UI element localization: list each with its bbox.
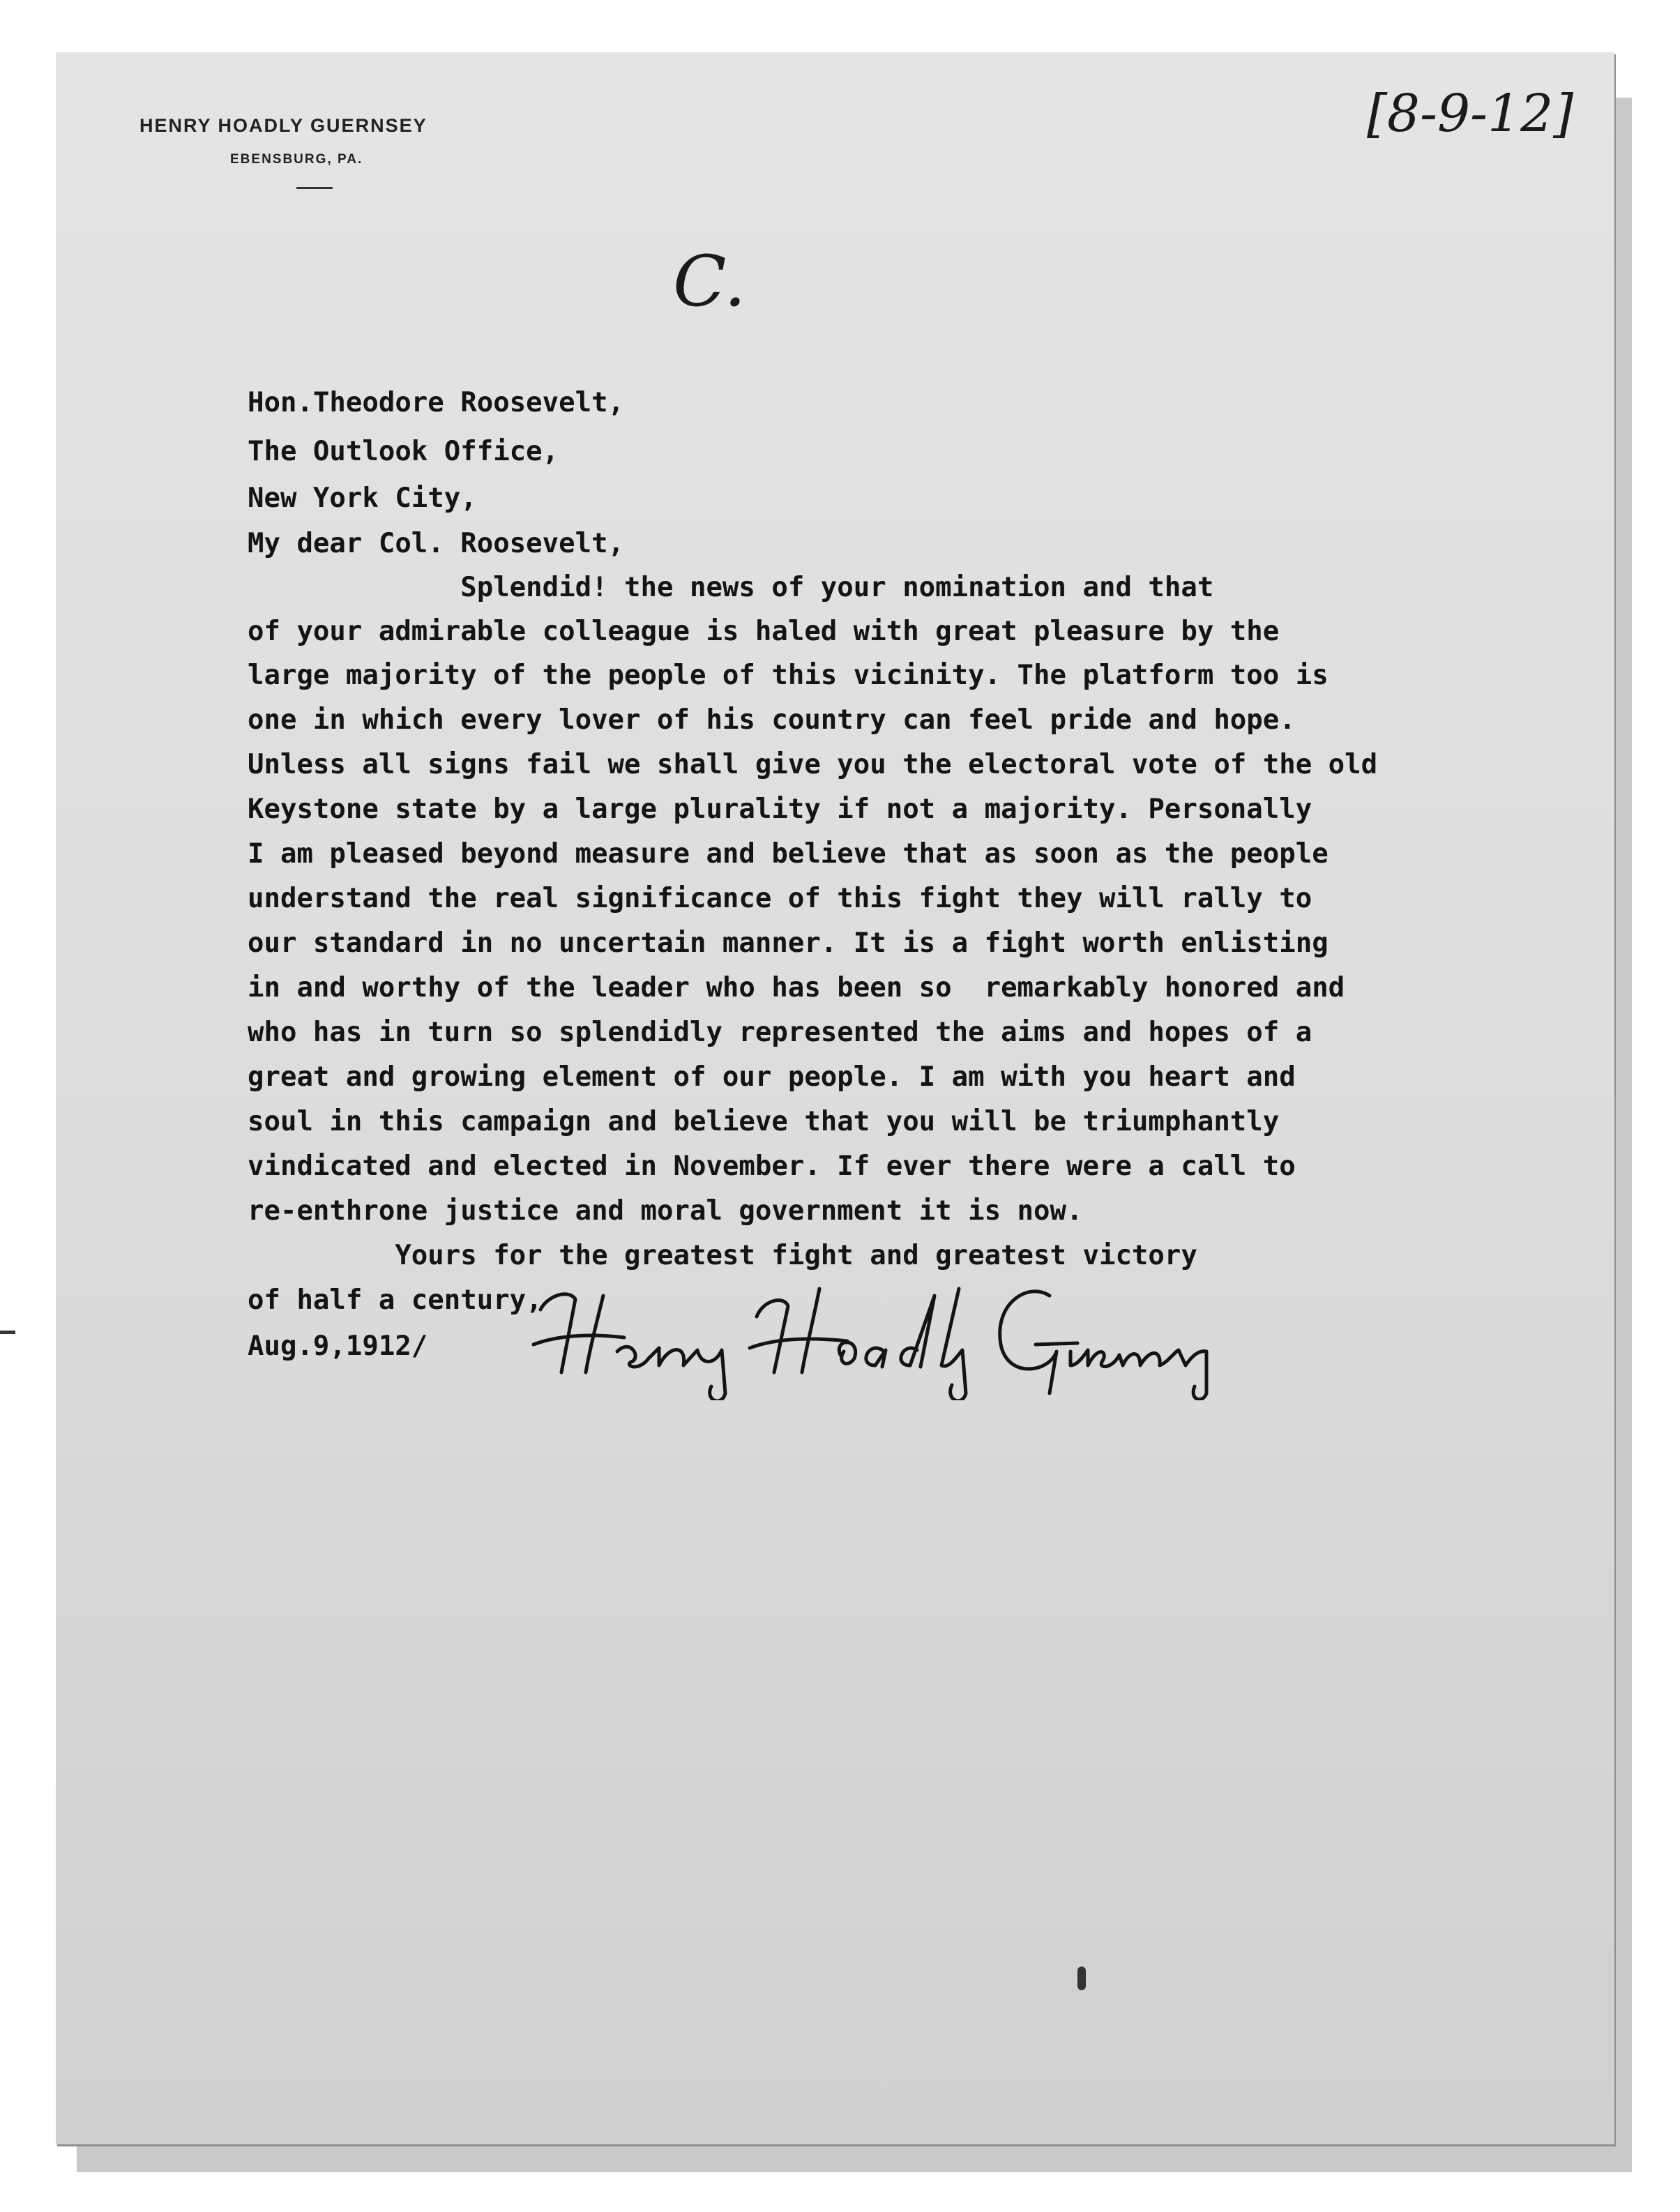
letterhead-place: EBENSBURG, PA. <box>230 152 363 167</box>
archival-date-note: [8-9-12] <box>1367 84 1574 144</box>
body-line: Unless all signs fail we shall give you the electoral vote of the old <box>248 749 1378 780</box>
letter-sheet <box>56 52 1614 2144</box>
body-line: large majority of the people of this vicinity. The platform too is <box>248 660 1329 691</box>
handwritten-mark: C. <box>673 241 746 322</box>
address-line: The Outlook Office, <box>248 436 559 467</box>
body-line: Keystone state by a large plurality if not a majority. Personally <box>248 794 1312 825</box>
body-line: our standard in no uncertain manner. It is a fight worth enlisting <box>248 927 1329 959</box>
letterhead-name: HENRY HOADLY GUERNSEY <box>139 115 427 136</box>
body-line: who has in turn so splendidly represented the aims and hopes of a <box>248 1017 1312 1048</box>
letter-date: Aug.9,1912/ <box>248 1331 428 1362</box>
body-line: in and worthy of the leader who has been so remarkably honored and <box>248 972 1345 1003</box>
body-line: I am pleased beyond measure and believe that as soon as the people <box>248 838 1329 870</box>
body-line: great and growing element of our people. I am with you heart and <box>248 1061 1296 1093</box>
letterhead-rule <box>296 187 333 189</box>
address-line: Hon.Theodore Roosevelt, <box>248 387 625 418</box>
paper-stain <box>1077 1967 1086 1990</box>
closing-line: of half a century, <box>248 1285 543 1316</box>
body-line: understand the real significance of this fight they will rally to <box>248 883 1312 914</box>
salutation: My dear Col. Roosevelt, <box>248 528 625 559</box>
body-line: re-enthrone justice and moral government it is now. <box>248 1195 1083 1227</box>
body-line: soul in this campaign and believe that you will be triumphantly <box>248 1106 1280 1137</box>
body-line: vindicated and elected in November. If ever there were a call to <box>248 1151 1296 1182</box>
body-line: Splendid! the news of your nomination and that <box>248 572 1214 603</box>
signature <box>520 1268 1224 1400</box>
margin-mark <box>0 1331 15 1334</box>
closing-line: Yours for the greatest fight and greatest victory <box>248 1240 1197 1271</box>
address-line: New York City, <box>248 483 477 514</box>
body-line: one in which every lover of his country can feel pride and hope. <box>248 704 1296 736</box>
body-line: of your admirable colleague is haled with great pleasure by the <box>248 616 1280 647</box>
